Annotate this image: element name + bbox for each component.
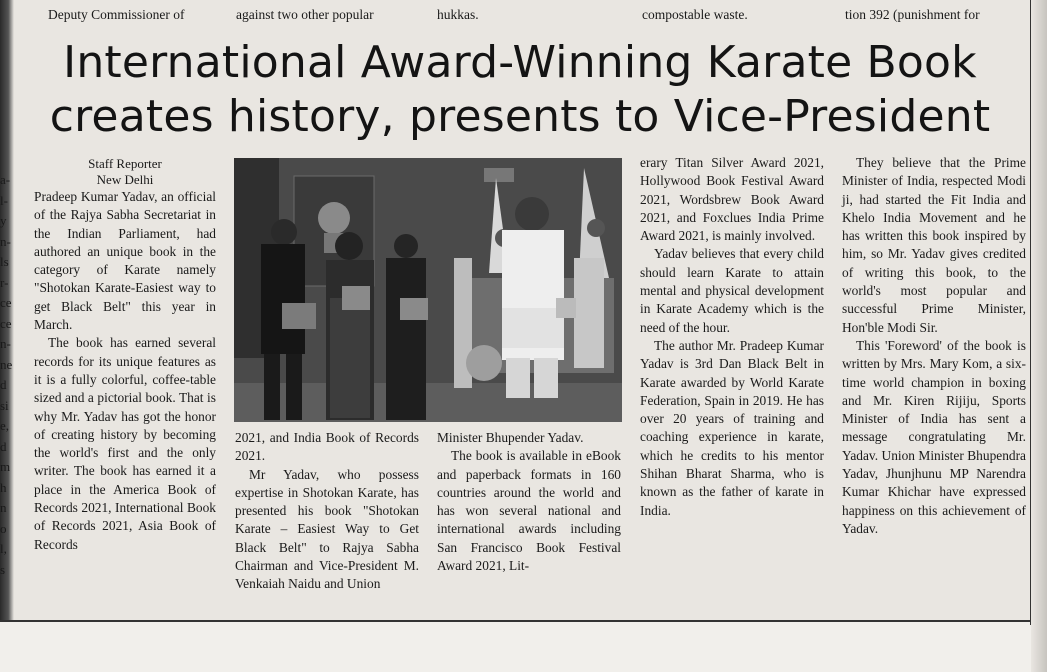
paragraph: The book has earned several records for its unique features as it is a fully colorful, coffee-table sized and a pictorial book. That is why Mr. Yadav has got the honor of creating history by becoming the world's first and the only writer. The book has earned it a place in the America Book of Records 2021, International Book of Records 2021, Asia Book of Records — [34, 335, 216, 552]
left-fragment: n- — [0, 336, 11, 351]
left-fragment: ne — [0, 356, 13, 372]
left-fragment: si — [0, 397, 9, 413]
left-fragment: n — [0, 500, 7, 515]
byline-role: Staff Reporter — [88, 156, 162, 171]
left-fragment: d — [0, 377, 7, 392]
left-fragment: h — [0, 479, 7, 495]
vice-president-book-presentation-photo — [234, 158, 622, 422]
top-fragment: against two other popular — [236, 7, 374, 22]
article-column-2 — [235, 429, 419, 594]
page-margin — [0, 622, 1047, 672]
article-column-5 — [842, 154, 1026, 538]
left-fragment: ce — [0, 315, 12, 331]
paragraph: erary Titan Silver Award 2021, Hollywood Book Festival Award 2021, Wordsbrew Book Award 2021, and Foxclues India Prime Award 2021, is mainly involved. — [640, 155, 824, 244]
article-column-3 — [437, 429, 621, 575]
paragraph: This 'Foreword' of the book is written by Mrs. Mary Kom, a six-time world champion in boxing and Mr. Kiren Rijiju, Sports Minister of India has sent a message congratulating Mr. Yadav. Union Minister Bhupendra Yadav, Jhunjhunu MP Narendra Kumar Khichar have expressed happiness on this achievement of Yadav. — [842, 337, 1026, 536]
paragraph: The book is available in eBook and paperback formats in 160 countries around the world and has won several national and international awards including San Francisco Book Festival Award 2021, Lit- — [437, 448, 621, 574]
left-fragment: n- — [0, 233, 11, 249]
article-photo — [234, 158, 622, 422]
byline-place: New Delhi — [96, 172, 154, 187]
article-headline — [20, 36, 1020, 144]
paragraph: Minister Bhupender Yadav. — [437, 430, 584, 445]
top-fragment: Deputy Commissioner of — [48, 7, 185, 22]
paragraph: The author Mr. Pradeep Kumar Yadav is 3rd Dan Black Belt in Karate awarded by World Karate Federation, Spain in 2019. He has over 20 years of training and coaching experience in karate, which he credits to his mentor Shihan Bharat Sharma, who is known as the father of karate in India. — [640, 337, 824, 518]
paragraph: Pradeep Kumar Yadav, an official of the Rajya Sabha Secretariat in the Indian Parliament, had authored an unique book in the category of Karate namely "Shotokan Karate-Easiest way to get Black Belt" this year in March. — [34, 189, 216, 333]
article-column-1 — [34, 156, 216, 554]
top-fragment: compostable waste. — [642, 7, 748, 22]
previous-article-fragments — [0, 0, 1030, 30]
left-fragment: l, — [0, 541, 7, 556]
left-fragment: ce — [0, 295, 12, 310]
left-fragment: d — [0, 438, 7, 454]
left-fragment: m — [0, 459, 11, 474]
paragraph: They believe that the Prime Minister of India, respected Modi ji, had started the Fit India and Khelo India Movement and he has written this book inspired by him, so Mr. Yadav gives credited of writing this book, to the world's most popular and successful Prime Minister, Hon'ble Modi Sir. — [842, 155, 1026, 335]
paragraph: 2021, and India Book of Records 2021. — [235, 430, 419, 464]
left-fragment: r- — [0, 274, 9, 290]
left-fragment: l- — [0, 192, 8, 208]
headline-line-2: creates history, presents to Vice-President — [49, 91, 991, 142]
top-fragment: tion 392 (punishment for — [845, 7, 980, 22]
article-column-4 — [640, 154, 824, 520]
page-edge — [1031, 0, 1047, 672]
top-fragment: hukkas. — [437, 7, 479, 22]
paragraph: Yadav believes that every child should learn Karate to attain mental and physical development in Karate Academy which is the need of the hour. — [640, 246, 824, 335]
left-fragment: a- — [0, 172, 11, 187]
left-fragment: s — [0, 561, 6, 577]
paragraph: Mr Yadav, who possess expertise in Shotokan Karate, has presented his book "Shotokan Karate – Easiest Way to Get Black Belt" to Rajya Sabha Chairman and Vice-President M. Venkaiah Naidu and Union — [235, 466, 419, 592]
left-fragment: y — [0, 213, 7, 228]
left-fragment: ls — [0, 254, 9, 269]
adjacent-column-fragments — [0, 170, 14, 580]
left-fragment: o — [0, 520, 7, 536]
byline — [34, 156, 216, 188]
left-fragment: e, — [0, 418, 10, 433]
headline-line-1: International Award-Winning Karate Book — [63, 37, 977, 88]
